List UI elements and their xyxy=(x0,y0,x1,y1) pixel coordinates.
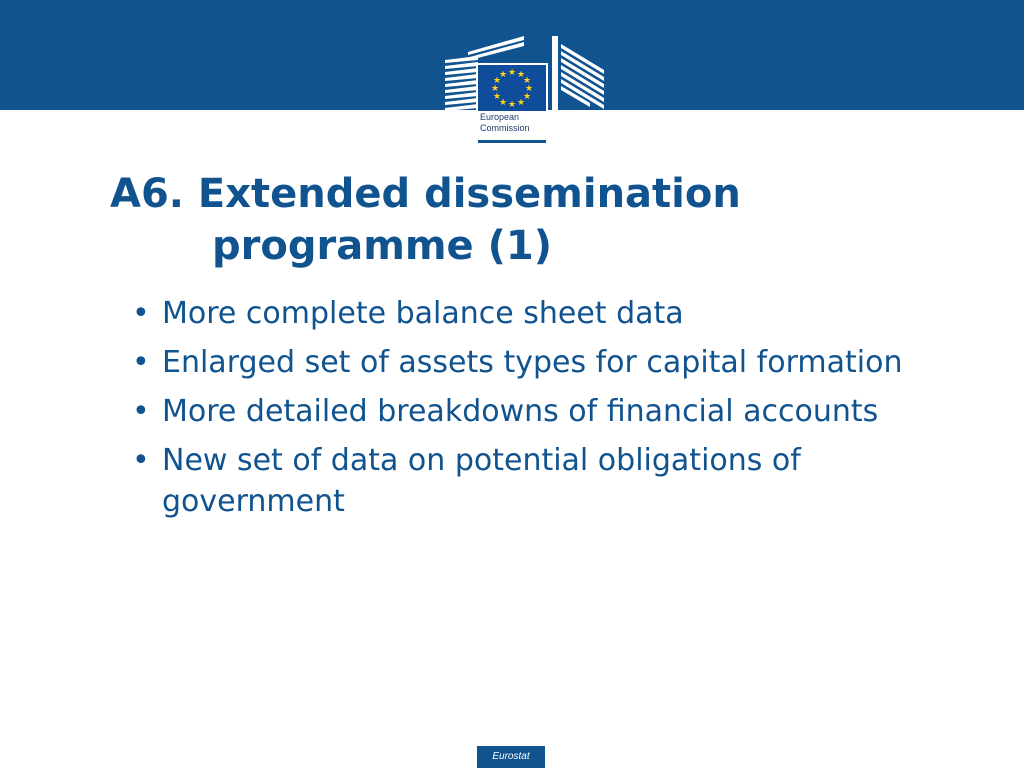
bullet-item xyxy=(130,342,920,383)
bullet-dot-icon: • xyxy=(132,296,150,331)
bullet-item xyxy=(130,391,920,432)
slide-title-line2: programme (1) xyxy=(212,223,552,269)
svg-text:★: ★ xyxy=(516,70,526,80)
svg-text:★: ★ xyxy=(498,98,508,108)
bullet-dot-icon: • xyxy=(132,345,150,380)
bullet-dot-icon: • xyxy=(132,394,150,429)
svg-text:★: ★ xyxy=(490,84,500,94)
bullet-text: New set of data on potential obligations of government xyxy=(162,443,801,519)
bullet-list xyxy=(130,293,920,530)
svg-text:★: ★ xyxy=(498,70,508,80)
bullet-item xyxy=(130,293,920,334)
slide-title xyxy=(110,168,930,272)
bullet-dot-icon: • xyxy=(132,443,150,478)
bullet-text: Enlarged set of assets types for capital formation xyxy=(162,345,903,380)
svg-text:★: ★ xyxy=(507,68,517,78)
logo-caption-line1: European xyxy=(480,112,520,122)
bullet-item xyxy=(130,440,920,522)
footer-eurostat-label: Eurostat xyxy=(477,746,545,768)
svg-text:★: ★ xyxy=(522,76,532,86)
svg-text:★: ★ xyxy=(492,92,502,102)
svg-text:★: ★ xyxy=(516,98,526,108)
svg-text:★: ★ xyxy=(524,84,534,94)
logo-caption xyxy=(480,112,550,134)
svg-text:★: ★ xyxy=(522,92,532,102)
logo-underline xyxy=(478,140,546,143)
bullet-text: More detailed breakdowns of financial accounts xyxy=(162,394,879,429)
slide-title-line1: A6. Extended dissemination xyxy=(110,171,741,217)
bullet-text: More complete balance sheet data xyxy=(162,296,684,331)
logo-caption-line2: Commission xyxy=(480,123,530,133)
svg-text:★: ★ xyxy=(492,76,502,86)
svg-text:★: ★ xyxy=(507,100,517,110)
